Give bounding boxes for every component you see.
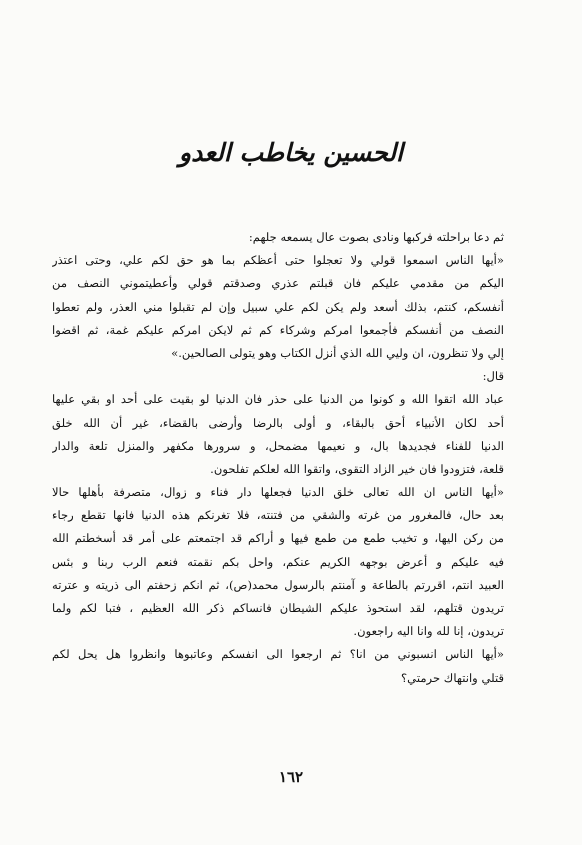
text-line: قلعة، فتزودوا فان خير الزاد التقوى، واتقوا الله لعلكم تفلحون. <box>210 461 504 476</box>
text-line: تريدون، إنا لله وانا اليه راجعون. <box>353 624 504 639</box>
text-line: أحد لكان الأنبياء أحق بالبقاء، و أولى بالرضا وأرضى بالقضاء، غير أن الله خلق <box>52 415 504 430</box>
page-number: ١٦٢ <box>278 768 304 786</box>
text-line: قتلي وانتهاك حرمتي؟ <box>401 670 504 685</box>
text-line: العبيد انتم، اقررتم بالطاعة و آمنتم بالرسول محمد(ص)، ثم انكم زحفتم الى ذريته و عترته <box>52 577 504 592</box>
text-line: بعد حال، فالمغرور من غرته والشقي من فتنته، فلا تغرنكم هذه الدنيا فانها تقطع رجاء <box>52 508 504 523</box>
text-line: «أيها الناس ان الله تعالى خلق الدنيا فجعلها دار فناء و زوال، متصرفة بأهلها حالا <box>52 485 504 500</box>
text-line: تريدون قتلهم، لقد استحوذ عليكم الشيطان فانساكم ذكر الله العظيم ، فتبا لكم ولما <box>52 601 504 615</box>
body-text <box>52 226 504 690</box>
text-line: النصف من أنفسكم فأجمعوا امركم وشركاء كم ثم لايكن امركم عليكم غمة، ثم اقضوا <box>52 322 504 337</box>
text-line: فيه عليكم و أعرض بوجهه الكريم عنكم، واحل بكم نقمته فنعم الرب ربنا و بئس <box>52 554 504 569</box>
text-line: إلي ولا تنظرون، ان وليي الله الذي أنزل الكتاب وهو يتولى الصالحين.» <box>171 345 504 360</box>
text-line: «أيها الناس اسمعوا قولي ولا تعجلوا حتى أعظكم بما هو حق لكم علي، وحتى اعتذر <box>52 253 504 268</box>
chapter-title: الحسين يخاطب العدو <box>179 138 403 167</box>
text-line: «أيها الناس انسبوني من انا؟ ثم ارجعوا الى انفسكم وعاتبوها وانظروا هل يحل لكم <box>52 647 504 662</box>
text-line: اليكم من مقدمي عليكم فان قبلتم عذري وصدقتم قولي وأعطيتموني النصف من <box>52 276 504 291</box>
text-line: الدنيا للفناء فجديدها بال، و نعيمها مضمحل، و سرورها مكفهر والمنزل تلعة والدار <box>52 438 504 453</box>
text-line: عباد الله اتقوا الله و كونوا من الدنيا على حذر فان الدنيا لو بقيت على أحد او بقي عليها <box>52 392 504 407</box>
text-line: ثم دعا براحلته فركبها ونادى بصوت عال يسمعه جلهم: <box>248 230 504 244</box>
text-line: قال: <box>482 369 504 384</box>
text-line: أنفسكم، كنتم، بذلك أسعد ولم يكن لكم علي سبيل وإن لم تقبلوا مني العذر، ولم تعطوا <box>52 299 504 314</box>
text-line: من ركن اليها، و تخيب طمع من طمع فيها و أراكم قد اجتمعتم على أمر قد أسخطتم الله <box>52 531 504 546</box>
